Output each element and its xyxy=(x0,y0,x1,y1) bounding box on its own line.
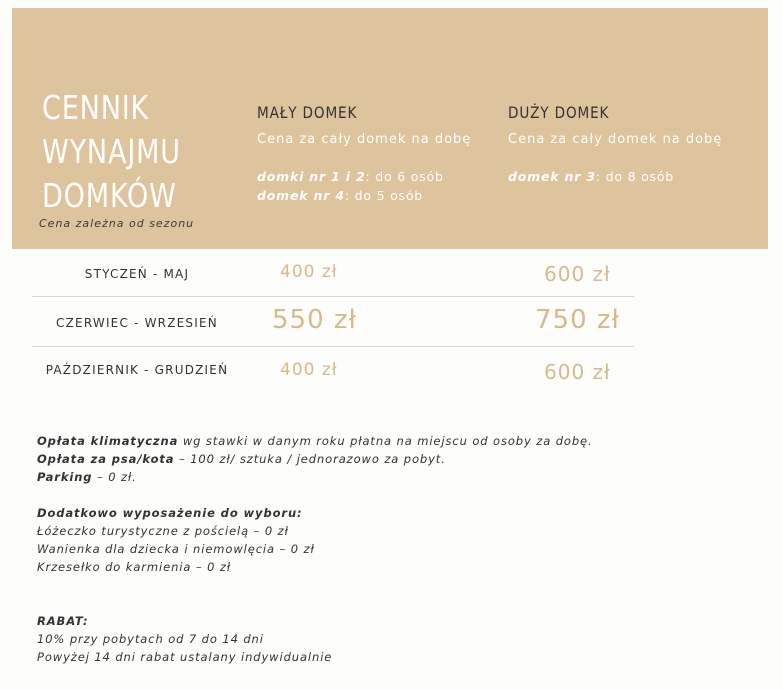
big-cabin-subtitle: Cena za cały domek na dobę xyxy=(508,132,723,147)
small-cabin-price: 550 zł xyxy=(272,305,357,335)
extras-title: Dodatkowo wyposażenie do wyboru: xyxy=(37,506,303,520)
price-row xyxy=(32,262,634,296)
extra-item: Łóżeczko turystyczne z pościelą – 0 zł xyxy=(37,524,289,538)
row-divider xyxy=(32,346,634,347)
season-label: CZERWIEC - WRZESIEŃ xyxy=(56,316,218,330)
capacity-text: : do 8 osób xyxy=(595,169,675,184)
page-title xyxy=(42,86,181,218)
small-cabin-price: 400 zł xyxy=(280,262,338,282)
fee-label: Opłata za psa/kota xyxy=(37,452,175,466)
discount-item: 10% przy pobytach od 7 do 14 dni xyxy=(37,632,264,646)
discount-notes xyxy=(37,612,332,666)
capacity-label: domek nr 3 xyxy=(508,169,596,184)
fee-text: – 100 zł/ sztuka / jednorazowo za pobyt. xyxy=(174,452,446,466)
capacity-label: domki nr 1 i 2 xyxy=(257,169,366,184)
price-row xyxy=(32,360,634,394)
discount-item: Powyżej 14 dni rabat ustalany indywidualnie xyxy=(37,650,333,664)
small-cabin-price: 400 zł xyxy=(280,360,338,380)
small-cabin-column xyxy=(257,103,471,205)
season-note: Cena zależna od sezonu xyxy=(39,217,195,230)
big-cabin-price: 600 zł xyxy=(544,360,611,384)
fee-text: wg stawki w danym roku płatna na miejscu od osoby za dobę. xyxy=(178,434,593,448)
small-cabin-subtitle: Cena za cały domek na dobę xyxy=(257,132,472,147)
season-label: PAŹDZIERNIK - GRUDZIEŃ xyxy=(45,363,229,377)
big-cabin-price: 750 zł xyxy=(535,305,620,335)
fee-text: – 0 zł. xyxy=(92,470,137,484)
season-label: STYCZEŃ - MAJ xyxy=(84,267,190,281)
price-row xyxy=(32,305,634,345)
small-cabin-capacity xyxy=(257,167,471,205)
big-cabin-title: DUŻY DOMEK xyxy=(508,103,610,122)
big-cabin-column xyxy=(508,103,722,186)
title-line: CENNIK xyxy=(42,88,150,127)
extra-item: Wanienka dla dziecka i niemowlęcia – 0 zł xyxy=(37,542,315,556)
capacity-text: : do 5 osób xyxy=(344,188,424,203)
discount-title: RABAT: xyxy=(37,614,89,628)
fee-label: Opłata klimatyczna xyxy=(37,434,179,448)
capacity-text: : do 6 osób xyxy=(365,169,444,184)
row-divider xyxy=(32,296,634,297)
small-cabin-title: MAŁY DOMEK xyxy=(257,103,358,122)
big-cabin-capacity xyxy=(508,167,722,186)
fee-label: Parking xyxy=(37,470,93,484)
fees-notes xyxy=(37,432,593,486)
extra-item: Krzesełko do karmienia – 0 zł xyxy=(37,560,232,574)
capacity-label: domek nr 4 xyxy=(257,188,345,203)
title-line: WYNAJMU xyxy=(42,132,181,171)
title-line: DOMKÓW xyxy=(42,176,177,215)
extras-notes xyxy=(37,504,315,576)
header-banner xyxy=(12,8,768,249)
big-cabin-price: 600 zł xyxy=(544,262,611,286)
